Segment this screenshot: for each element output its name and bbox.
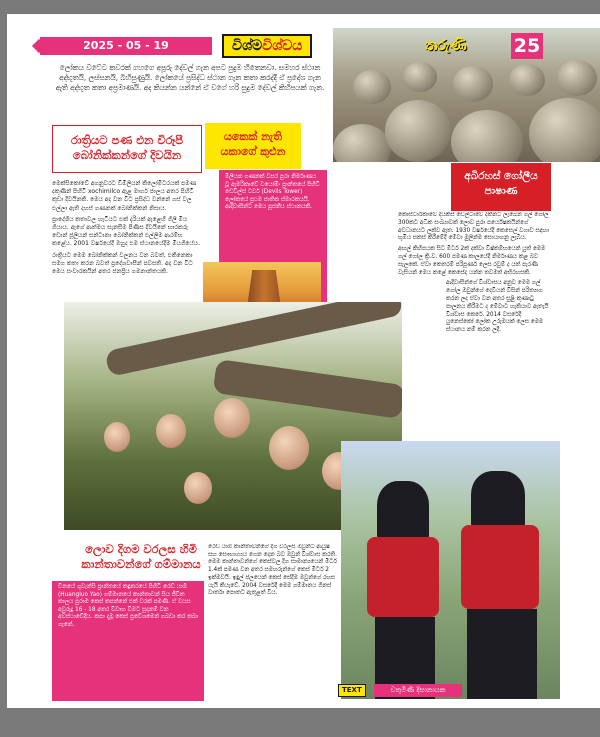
article4-title: ලොව දිගම වරලස හිමි කාන්තාවන්ගේ ගම්මානය xyxy=(52,537,230,579)
article4-highlight-box: චීනයේ ගුවැන්සි ප්‍රාන්තයේ කඳුකරයේ පිහිටි රෙඩ් යාඕ (Huangluo Yao) ගම්මානයේ කාන්තාවන් සිය ජීවිත කාලය පුරාම කෙස් කපන්නේ එක් වරක් පමණි. ඒ වයස අවුරුදු 16 - 18 අතර විවාහ වීමට සූදානම් වන අවස්ථාවේදීය. කපා දැමූ කෙස් ප්‍රවේශමෙන් ගබඩා කර තබා ගැනේ. xyxy=(52,581,204,701)
intro-text: ලෝකය වටේට කවරක් ගහගෙ අපූරු දේවල් ගැන අපට පුදුම හිතෙනවා. සමහර ස්ථාන අද්භූතයි, ලස්සනයි, බිහිසුණුයි. ලෝකයේ ප්‍රසිද්ධ ස්ථාන ගැන කතා කරද්දී ඒ ප්‍රදේශ ගැන ඇති අද්භූත කතා අප්‍රමාණයි. අද කියන්න යන්නේ ඒ වගේ හරි සුදුම දේවල් කිහිපයක් ගැන. xyxy=(55,63,325,92)
article2-highlight: මිලියන ගණනක් වසර පුරා නිර්මාණය වූ ඇමරිකාවේ වයෝමිං ප්‍රාන්තයේ පිහිටි ඩෙවිල්ස් ටවර් (Devils Tower) ලෝකයේ ප්‍රථම ජාතික ස්මාරකයයි. ආදිවාසීන්ට මෙය පූජනීය ස්ථානයකි. xyxy=(225,174,320,211)
article3-paragraph: ආදිවාසීන්ගේ විශ්වාසය අනුව මෙම ගල් ගෝල ඔවුන්ගේ දෙවියන් විසින් පරිත්‍යාග කරන ලද ඒවා වන අතර සුළි කුණාටු පාලනය කිරීමට ද මේවාට හැකියාව ඇතැයි විශ්වාස කෙරේ. 2014 වසරේදී යුනෙස්කෝ ලෝක උරුමයක් ලෙස මෙම ස්ථානය නම් කරන ලදී. xyxy=(446,280,549,334)
article1-paragraph: මෙක්සිකෝවේ අගනුවරට ඩිමිලියන් කිලෝමීටරයක් පමණ දකුණින් පිහිටි xochimilco ඇළ මාර්ග ජාලය අතර පිහිටි කුඩා දිවයිනකි. මෙය අද වන විට ප්‍රසිද්ධ වන්නේ ගස් වල එල්ලා ඇති දහස් ගණනක් බෝනික්කන් නිසාය. xyxy=(52,180,197,212)
author-credit: චතුමිණි දිසානායක xyxy=(374,684,462,697)
article2-title: යකෙක් නැති යකාගේ කුළුන xyxy=(205,123,301,169)
page-top-border xyxy=(0,0,600,14)
credit-tag: TEXT xyxy=(338,684,366,697)
page-left-border xyxy=(0,0,7,737)
red-yao-women-photo xyxy=(341,441,560,699)
article1-paragraph: රාත්‍රියට මෙම බෝනික්කන් චලනය වන බවත්, එකිනෙකා සමග කතා කරන බවත් ප්‍රදේශවාසීන් පවසති. අද වන විට මෙය සංචාරකයින් අතර ජනප්‍රිය ගමනාන්තයකි. xyxy=(52,251,193,276)
article3-paragraph: අඟල් කිහිපයක සිට මීටර් 2ක් දක්වා විෂ්කම්භයෙන් යුත් මෙම ගල් ගෝල ක්‍රි.ව. 600 පමණ කාලයේදී නිර්මාණය කළ බව සැලකේ. ඒවා කෙතරම් පරිපූර්ණ ලෙස රවුම් ද යත් පැරණි වැසියන් මෙය කළේ කෙසේද යන්න තවමත් අභිරහසකි. xyxy=(398,246,546,276)
article3-body xyxy=(398,212,551,443)
issue-date: 2025 - 05 - 19 xyxy=(40,37,212,55)
article3-paragraph: කොස්ටාරිකාවේ දියකිස් ඩෙල්ටාවේ දක්නට ලැබෙන ගල් ගෝල 300කට අධික සංඛ්‍යාවක් ලොව පුරා පර්යේෂකයින්ගේ අවධානයට ලක්ව ඇත. 1930 වර්ෂයේදී කෙසෙල් වගාව සඳහා භූමිය සකස් කිරීමේදී මේවා මුලින්ම සොයාගනු ලැබීය. xyxy=(398,212,549,242)
page-number: 25 xyxy=(511,33,543,59)
section-title-word2: විශ්වය xyxy=(262,38,303,54)
article1-title: රාත්‍රියට පණ එන විරූපී බෝනික්කන්ගේ දිවයින xyxy=(52,125,202,173)
section-title xyxy=(222,34,312,58)
magazine-brand: තරුණි xyxy=(425,36,467,54)
section-title-word1: විශ්ම xyxy=(232,38,263,54)
page-bottom-border xyxy=(0,708,600,737)
article4-body: රෙඩ් යාඕ කාන්තාවන්ගේ දිග වරලස ඔවුන්ට ආයුෂ සහ සෞභාග්‍යය ගෙන දෙන බව ඔවුන් විශ්වාස කරති. මෙම කාන්තාවන්ගේ කෙස්වල දිග සාමාන්‍යයෙන් මීටර් 1.4ක් පමණ වන අතර සමහරුන්ගේ කෙස් මීටර් 2 ඉක්මවයි. ඉඳුල් ජලයෙන් කෙස් සේදීම ඔවුන්ගේ රහස යැයි කියැවේ. 2004 වසරේදී මෙම ගම්මානය ගිනස් වාර්තා පොතට ඇතුළත් විය. xyxy=(208,544,337,597)
article1-paragraph: ප්‍රාදේශීය කතාවල හැටියට එක් දැරියක් ඇළෙහි ගිලී මිය ගියාය. ඇගේ ආත්මය සැනසීම පිණිස දිවයිනේ භාරකරු ඩොන් ජූලියන් සන්ටානා බෝනික්කන් එල්ලීම ආරම්භ කළේය. 2001 වර්ෂයේදී ඔහුද එම ස්ථානයේදීම මියගියේය. xyxy=(52,215,200,248)
article3-title: අබිරහස් ගෝලීය පාෂාණ xyxy=(451,163,551,211)
